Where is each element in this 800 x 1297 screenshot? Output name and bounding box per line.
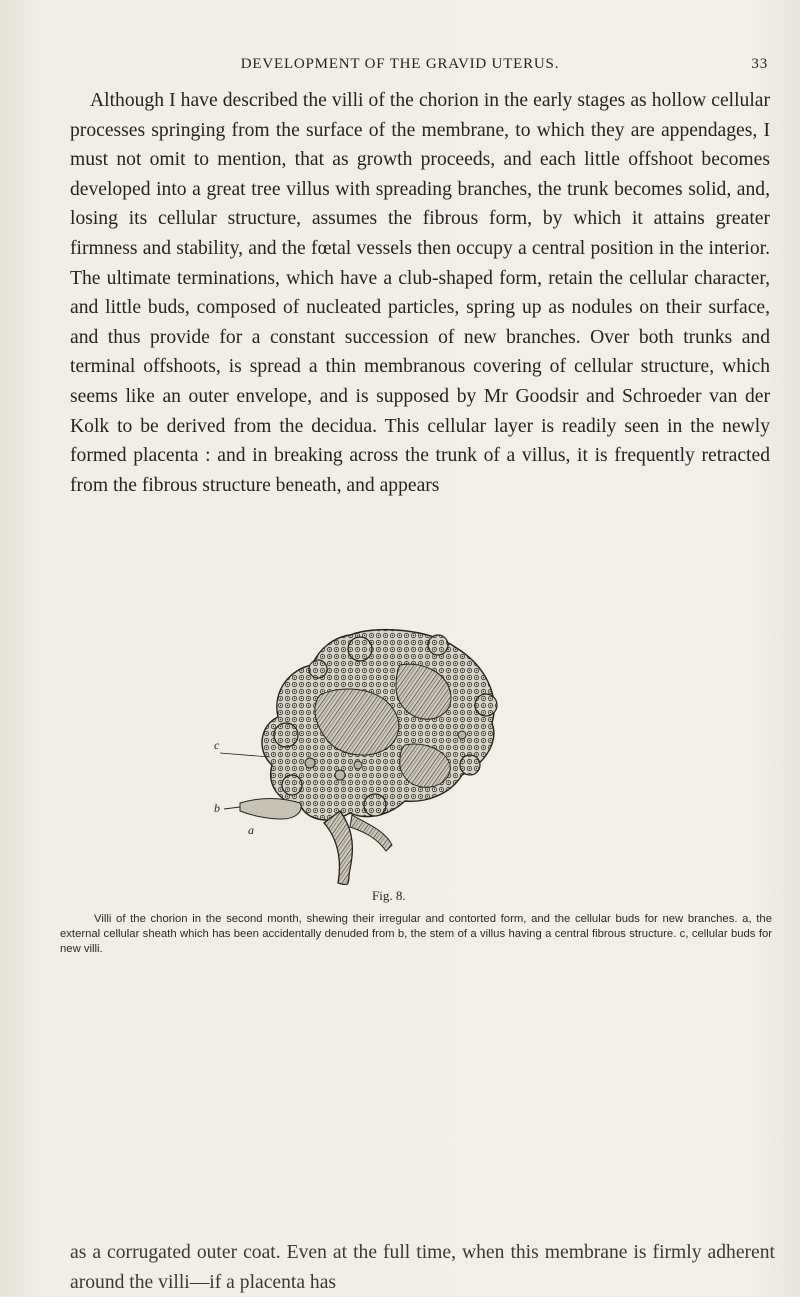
figure-label: Fig. 8. bbox=[372, 888, 406, 903]
body-paragraph-1: Although I have described the villi of the chorion in the early stages as hollow cellular processes springing from the surface of the membrane, to which they are appendages, I must not omit to mention, that as growth proceeds, and each little offshoot becomes developed into a great tree villus with spreading branches, the trunk becomes solid, and, losing its cellular structure, assumes the fibrous form, by which it attains greater firmness and stability, and the fœtal vessels then occupy a central position in the interior. The ultimate terminations, which have a club-shaped form, retain the cellular character, and little buds, composed of nucleated particles, spring up as nodules on their surface, and thus provide for a constant succession of new branches. Over both trunks and terminal offshoots, is spread a thin membranous covering of cellular structure, which seems like an outer envelope, and is supposed by Mr Goodsir and Schroeder van der Kolk to be derived from the decidua. This cellular layer is readily seen in the newly formed placenta : and in breaking across the trunk of a villus, it is frequently retracted from the fibrous structure beneath, and appears bbox=[70, 90, 770, 496]
villi-illustration bbox=[200, 625, 530, 885]
figure-letter-c: c bbox=[214, 738, 220, 752]
figure-letter-b: b bbox=[214, 801, 220, 815]
running-title: DEVELOPMENT OF THE GRAVID UTERUS. bbox=[240, 56, 560, 72]
villi-figure bbox=[200, 625, 530, 885]
body-paragraph-2: as a corrugated outer coat. Even at the full time, when this membrane is firmly adherent around the villi—if a placenta has bbox=[70, 1242, 775, 1293]
running-head bbox=[72, 56, 768, 78]
figure-letter-a: a bbox=[248, 823, 254, 837]
figure-caption: Villi of the chorion in the second month, shewing their irregular and contorted form, and the cellular buds for new branches. a, the external cellular sheath which has been accidentally denuded from b, the stem of a villus having a central fibrous structure. c, cellular buds for new villi. bbox=[60, 913, 772, 956]
page-number: 33 bbox=[751, 56, 768, 72]
